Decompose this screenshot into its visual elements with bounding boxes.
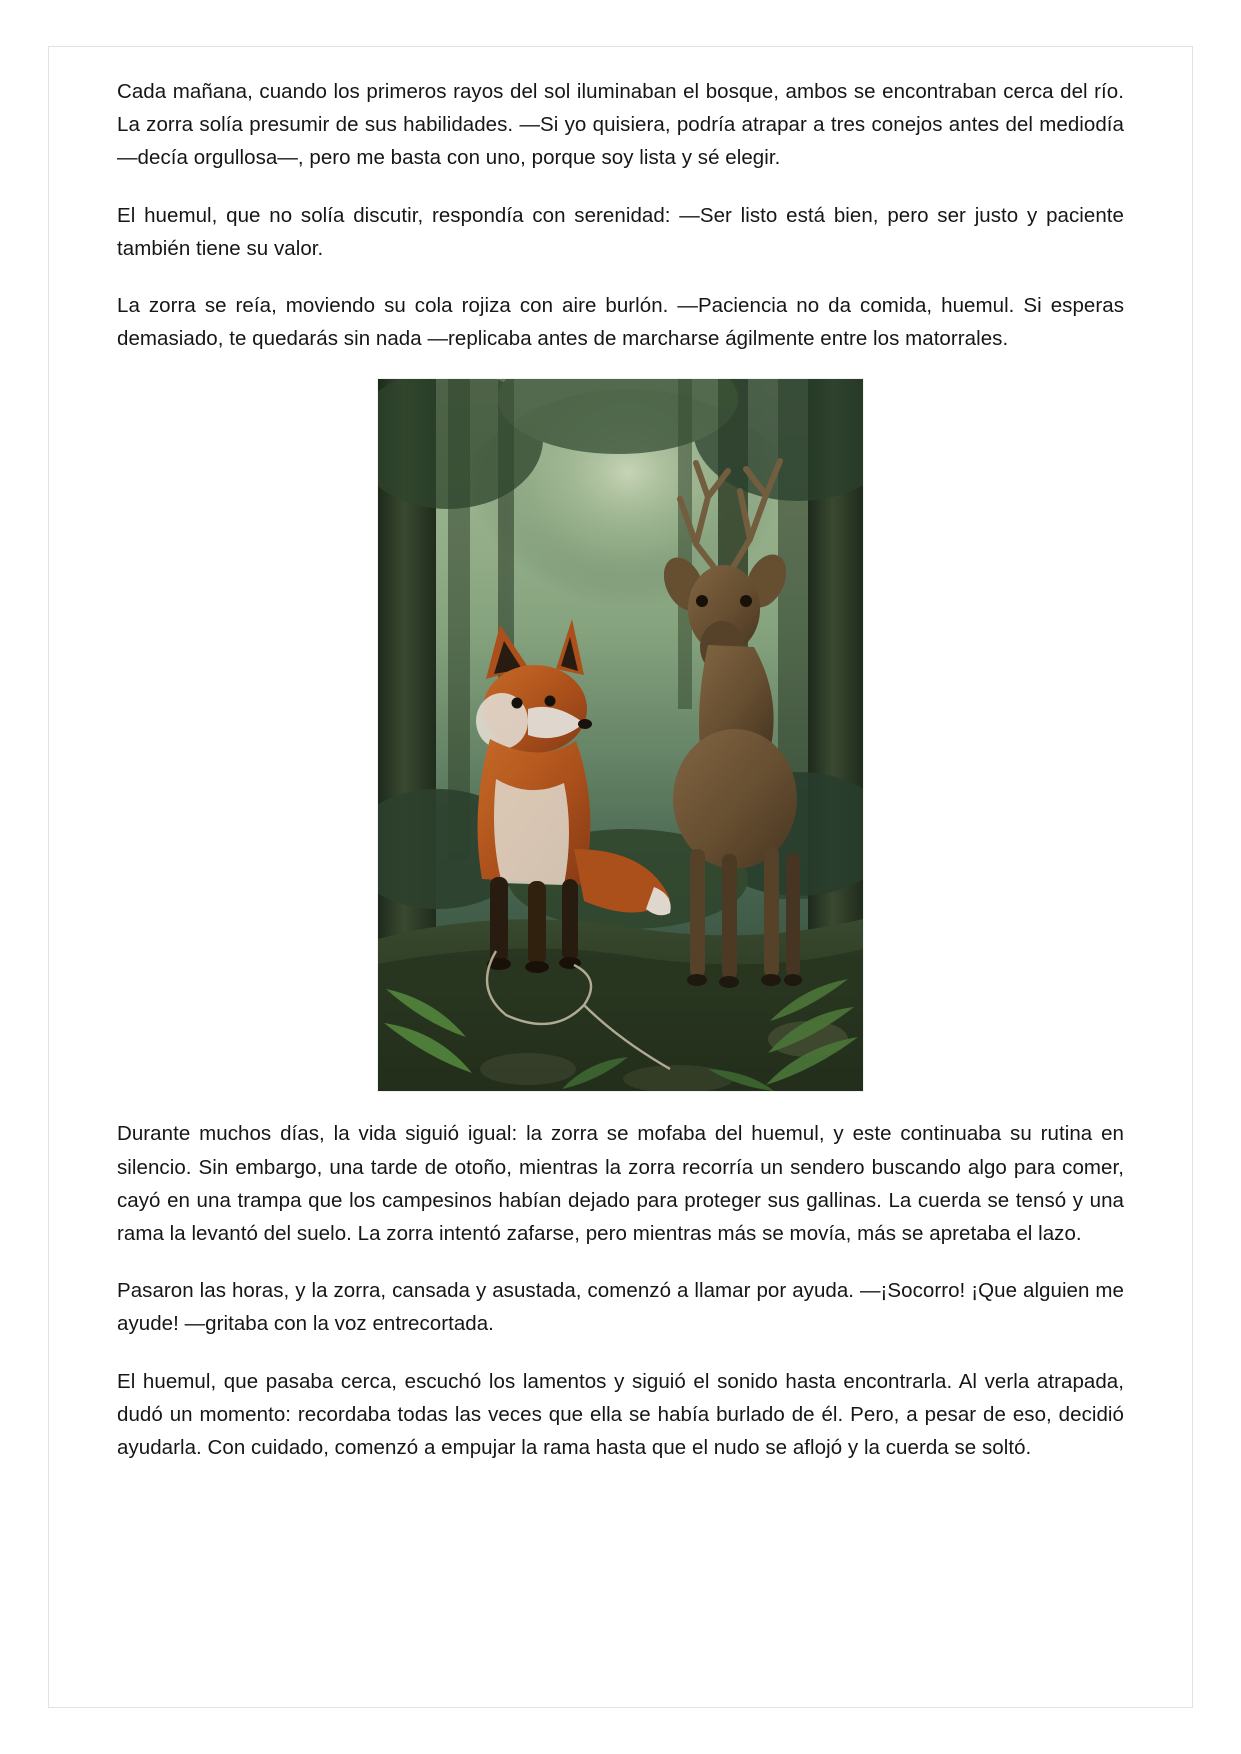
page-frame xyxy=(48,46,1193,1708)
paragraph-3: La zorra se reía, moviendo su cola rojiza con aire burlón. —Paciencia no da comida, huemul. Si esperas demasiado, te quedarás sin nada —replicaba antes de marcharse ágilmente entre los matorrales. xyxy=(117,294,1124,351)
document-body xyxy=(117,75,1124,1464)
paragraph-5: Pasaron las horas, y la zorra, cansada y asustada, comenzó a llamar por ayuda. —¡Socorro! ¡Que alguien me ayude! —gritaba con la voz entrecortada. xyxy=(117,1279,1124,1336)
fox-and-huemul-forest-illustration xyxy=(378,379,863,1091)
paragraph-2: El huemul, que no solía discutir, respondía con serenidad: —Ser listo está bien, pero ser justo y paciente también tiene su valor. xyxy=(117,203,1124,260)
paragraph-6: El huemul, que pasaba cerca, escuchó los lamentos y siguió el sonido hasta encontrarla. Al verla atrapada, dudó un momento: recordaba todas las veces que ella se había burlado de él. Pero, a pesar de eso, decidió ayudarla. Con cuidado, comenzó a empujar la rama hasta que el nudo se aflojó y la cuerda se soltó. xyxy=(117,1369,1124,1460)
paragraph-4: Durante muchos días, la vida siguió igual: la zorra se mofaba del huemul, y este continuaba su rutina en silencio. Sin embargo, una tarde de otoño, mientras la zorra recorría un sendero buscando algo para comer, cayó en una trampa que los campesinos habían dejado para proteger sus gallinas. La cuerda se tensó y una rama la levantó del suelo. La zorra intentó zafarse, pero mientras más se movía, más se apretaba el lazo. xyxy=(117,1122,1124,1246)
figure-container xyxy=(117,379,1124,1091)
paragraph-1: Cada mañana, cuando los primeros rayos del sol iluminaban el bosque, ambos se encontraban cerca del río. La zorra solía presumir de sus habilidades. —Si yo quisiera, podría atrapar a tres conejos antes del mediodía —decía orgullosa—, pero me basta con uno, porque soy lista y sé elegir. xyxy=(117,80,1124,170)
